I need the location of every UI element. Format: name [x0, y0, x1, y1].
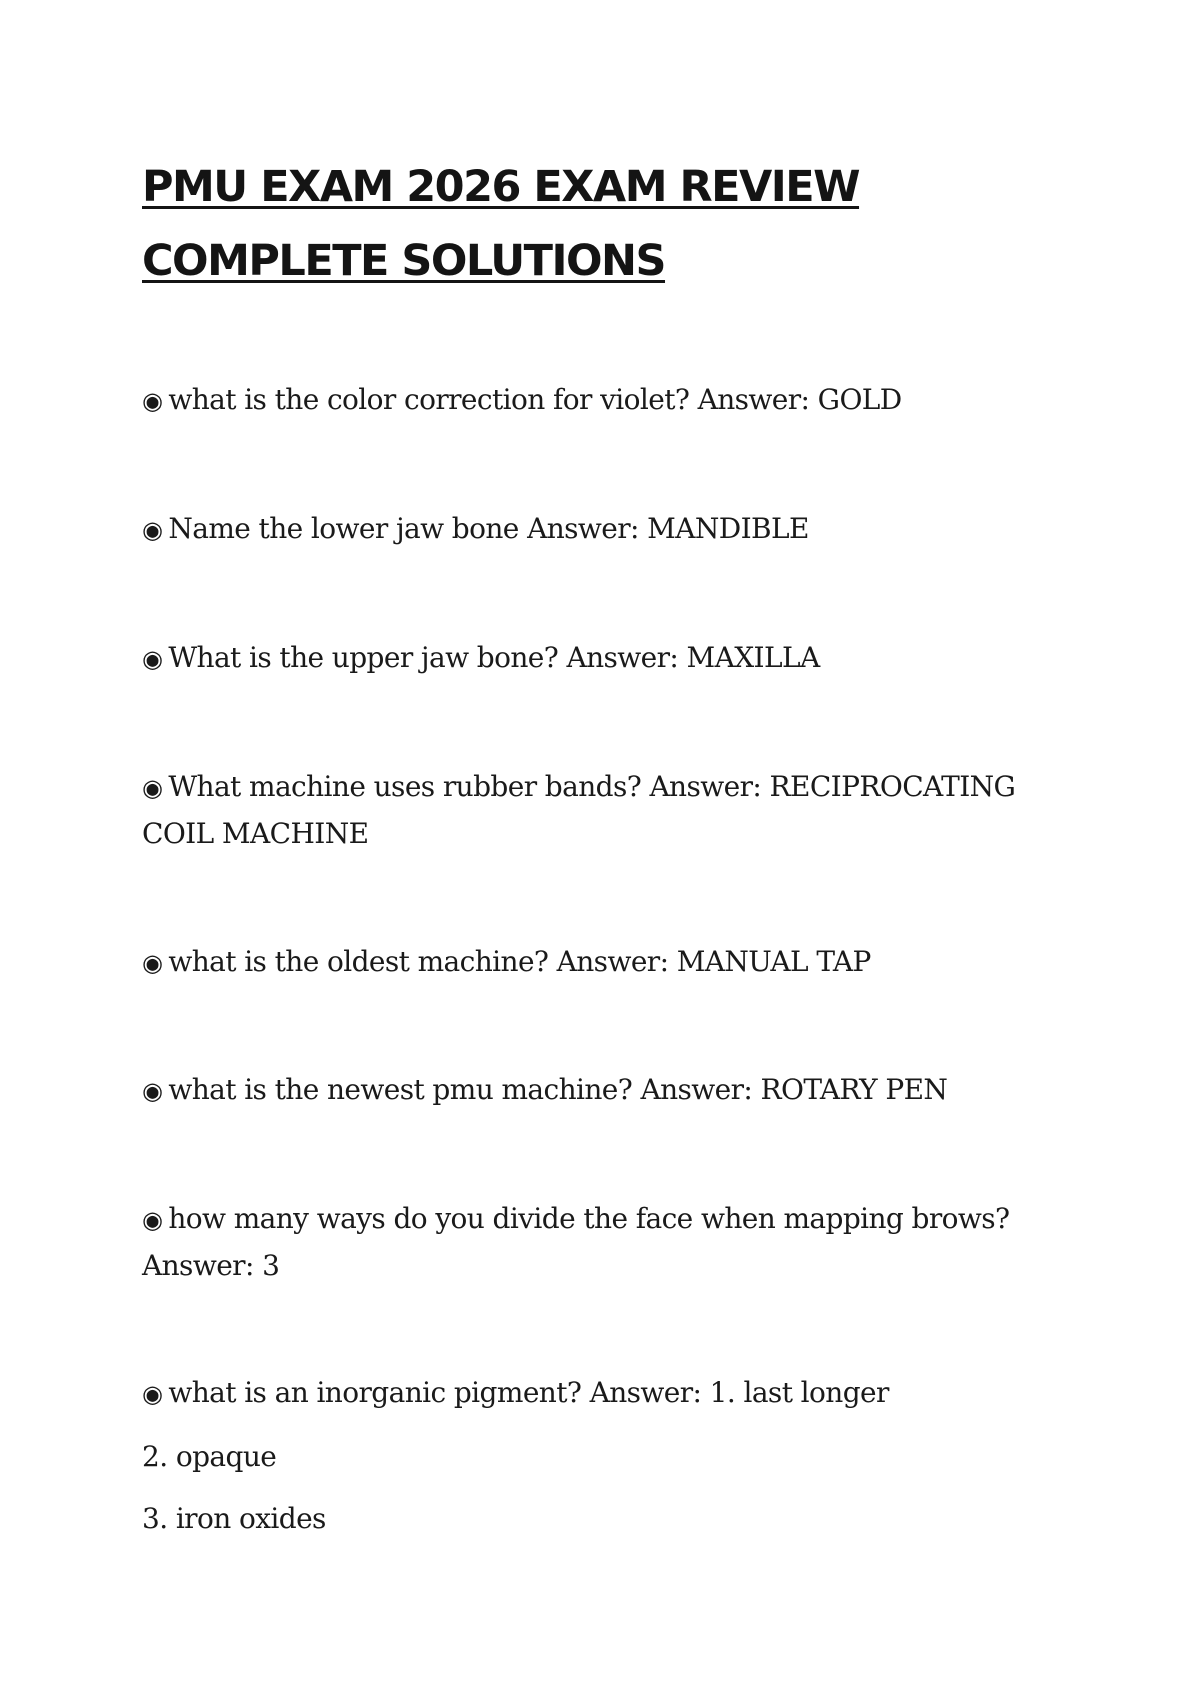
bullet-icon: ◉	[142, 1077, 163, 1105]
bullet-icon: ◉	[142, 949, 163, 977]
bullet-icon: ◉	[142, 516, 163, 544]
qa-item-1	[142, 377, 1092, 424]
qa-item-text: what is the color correction for violet? Answer: GOLD	[168, 383, 902, 416]
qa-item-text: Name the lower jaw bone Answer: MANDIBLE	[168, 512, 809, 545]
qa-item-4	[142, 764, 1092, 856]
document-title	[142, 150, 1062, 298]
qa-item-text: what is the oldest machine? Answer: MANUAL TAP	[168, 945, 871, 978]
answer-continuation-line: 3. iron oxides	[142, 1502, 326, 1535]
qa-item-6	[142, 1067, 1092, 1114]
qa-item-text: what is the newest pmu machine? Answer: ROTARY PEN	[168, 1073, 948, 1106]
bullet-icon: ◉	[142, 645, 163, 673]
qa-item-7	[142, 1196, 1092, 1288]
bullet-icon: ◉	[142, 774, 163, 802]
document-title-text: PMU EXAM 2026 EXAM REVIEW COMPLETE SOLUTIONS	[142, 162, 860, 286]
qa-item-5	[142, 939, 1092, 986]
bullet-icon: ◉	[142, 387, 163, 415]
qa-item-text: What is the upper jaw bone? Answer: MAXILLA	[168, 641, 820, 674]
qa-item-8	[142, 1370, 1092, 1417]
qa-item-text: how many ways do you divide the face when mapping brows? Answer: 3	[142, 1202, 1010, 1282]
qa-item-3	[142, 635, 1092, 682]
bullet-icon: ◉	[142, 1206, 163, 1234]
qa-item-text: what is an inorganic pigment? Answer: 1. last longer	[168, 1376, 889, 1409]
answer-continuation-line: 2. opaque	[142, 1440, 277, 1473]
qa-item-2	[142, 506, 1092, 553]
bullet-icon: ◉	[142, 1380, 163, 1408]
qa-item-text: What machine uses rubber bands? Answer: RECIPROCATING COIL MACHINE	[142, 770, 1016, 850]
